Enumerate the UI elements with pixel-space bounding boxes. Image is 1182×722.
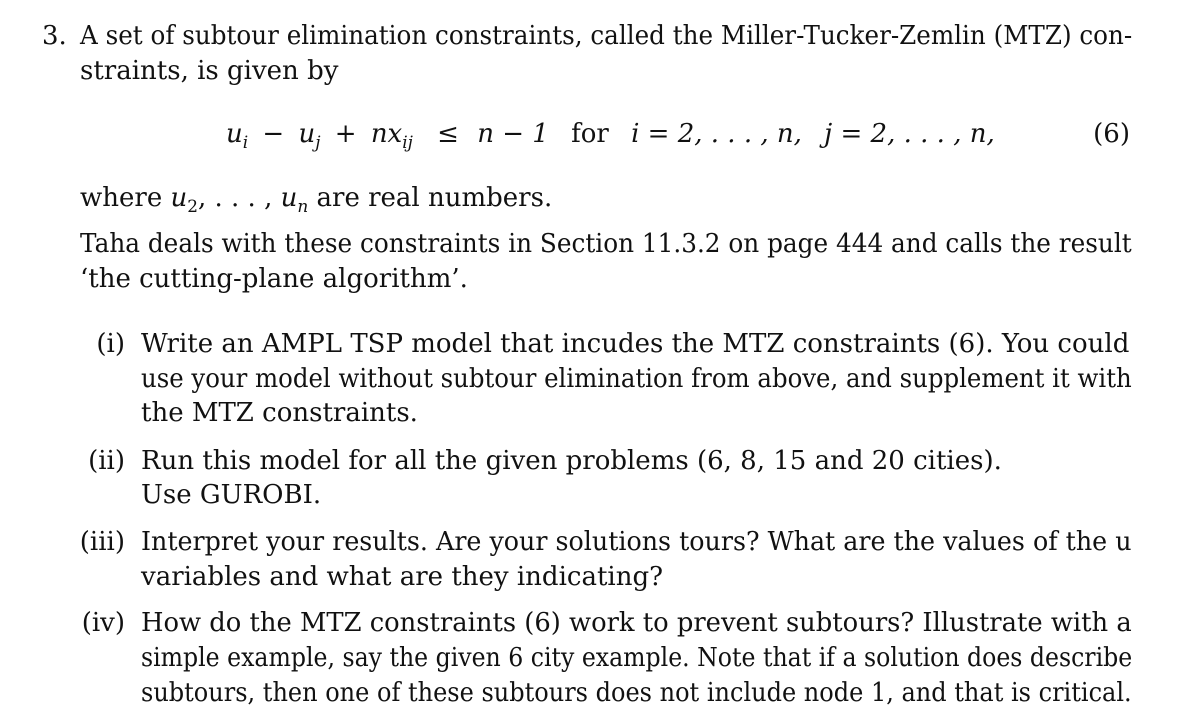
eq-rhs: n − 1	[477, 119, 549, 149]
where-u-n: u	[280, 183, 298, 213]
item-i-line-1: Write an AMPL TSP model that incudes the MTZ constraints (6). You could	[141, 329, 1130, 359]
eq-sub-j: j	[315, 132, 321, 153]
where-dots: , . . . ,	[197, 183, 273, 213]
eq-minus: −	[262, 119, 285, 149]
item-iv-line-3: subtours, then one of these subtours does not include node 1, and that is critical.	[141, 678, 1132, 708]
where-prefix: where	[80, 183, 163, 213]
eq-plus: +	[334, 119, 357, 149]
eq-nx: nx	[370, 119, 403, 149]
item-ii-label: (ii)	[88, 446, 125, 476]
eq-i-range: i = 2, . . . , n,	[631, 119, 802, 149]
where-suffix: are real numbers.	[316, 183, 553, 213]
item-iv-line-2: simple example, say the given 6 city example. Note that if a solution does describe	[141, 643, 1133, 673]
eq-u: u	[226, 119, 243, 149]
eq-j-range: j = 2, . . . , n,	[824, 119, 995, 149]
item-iii-line-1: Interpret your results. Are your solutions tours? What are the values of the u	[141, 527, 1132, 557]
eq-u-j: u	[298, 119, 316, 149]
where-line	[80, 181, 552, 216]
question-number: 3.	[42, 21, 67, 51]
item-i-line-2: use your model without subtour elimination from above, and supplement it with	[141, 364, 1132, 394]
mtz-equation	[226, 117, 995, 152]
where-u: u	[170, 183, 188, 213]
item-i-line-3: the MTZ constraints.	[141, 398, 418, 428]
item-iii-label: (iii)	[79, 527, 125, 557]
item-iv-label: (iv)	[81, 608, 125, 638]
item-ii-line-2: Use GUROBI.	[141, 480, 322, 510]
item-ii-line-1: Run this model for all the given problems (6, 8, 15 and 20 cities).	[141, 446, 1002, 476]
eq-sub-ij: ij	[402, 132, 413, 153]
taha-line-1: Taha deals with these constraints in Section 11.3.2 on page 444 and calls the result	[80, 229, 1132, 259]
item-iii-line-2: variables and what are they indicating?	[141, 562, 664, 592]
where-sub-n: n	[297, 196, 309, 217]
item-iv-line-1: How do the MTZ constraints (6) work to prevent subtours? Illustrate with a	[141, 608, 1132, 638]
item-i-label: (i)	[96, 329, 125, 359]
equation-number: (6)	[1093, 119, 1130, 149]
eq-sub-i: i	[242, 132, 249, 153]
intro-line-2: straints, is given by	[80, 56, 339, 86]
where-sub-2: 2	[187, 196, 198, 217]
eq-leq: ≤	[437, 119, 459, 149]
taha-line-2: ‘the cutting-plane algorithm’.	[80, 264, 468, 294]
intro-line-1: A set of subtour elimination constraints, called the Miller-Tucker-Zemlin (MTZ) con-	[80, 21, 1133, 51]
eq-for: for	[571, 119, 609, 149]
